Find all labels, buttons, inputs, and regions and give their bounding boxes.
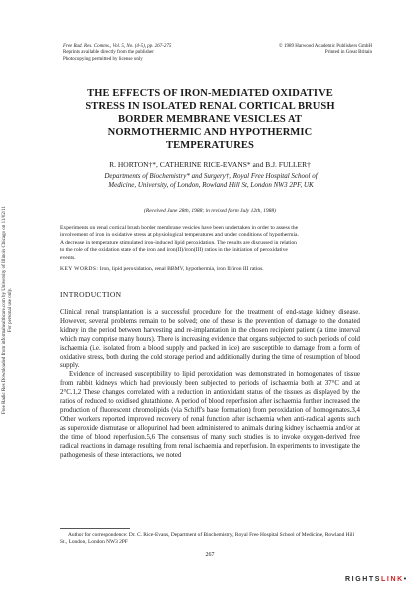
download-notice-line: For personal use only. (8, 287, 13, 333)
download-notice (2, 160, 14, 460)
logo-suffix: LINK (381, 576, 404, 583)
affiliation-line: Medicine, University, of London, Rowland Hill St, London NW3 2PF, UK (108, 181, 314, 189)
keywords (60, 266, 360, 272)
affiliation (66, 172, 356, 190)
abstract-line: A decrease in temperature stimulated iron-induced lipid peroxidation. The results are discussed in relation (60, 239, 297, 246)
journal-header-right (222, 44, 372, 57)
intro-paragraph: Clinical renal transplantation is a successful procedure for the treatment of end-stage kidney disease. However, several problems remain to be solved; one of these is the prevention of damage to the donated kidney in the period between harvesting and re-implantation in the chosen recipient patient (a time interval which may comprise many hours). There is increasing evidence that organs subjected to such periods of cold ischaemia (i.e. isolated from a blood supply and packed in ice) are susceptible to damage from a form of oxidative stress, both during the cold storage period and additionally during the time of resumption of blood supply. (60, 309, 360, 370)
abstract-line: Experiments on renal cortical brush border membrane vesicles have been undertaken in order to assess the (60, 225, 299, 231)
title-line: BORDER MEMBRANE VESICLES AT (117, 114, 303, 125)
abstract-line: involvement of iron in oxidative stress at physiological temperatures and under conditions of hypothermia. (60, 232, 299, 239)
title-line: NORMOTHERMIC AND HYPOTHERMIC (107, 127, 313, 138)
rightslink-logo[interactable] (345, 576, 408, 583)
title-line: TEMPERATURES (166, 140, 254, 151)
affiliation-line: Departments of Biochemistry* and Surgery†, Royal Free Hospital School of (104, 172, 318, 180)
download-notice-line: Free Radic Res Downloaded from informahealthcare.com by University of Illinois Chicago on 11/02/11 (2, 205, 7, 415)
title-line: THE EFFECTS OF IRON-MEDIATED OXIDATIVE (87, 88, 333, 99)
journal-citation: Free Rad. Res. Comms., Vol. 5, No. (4-5), pp. 267-275 (63, 44, 172, 49)
printed-notice: Printed in Great Britain (324, 50, 372, 56)
abstract (60, 225, 360, 262)
section-heading: INTRODUCTION (60, 290, 122, 299)
copyright-notice: © 1989 Harwood Academic Publishers GmbH (278, 44, 372, 49)
logo-mark: • (403, 576, 408, 583)
journal-header-left (63, 44, 233, 63)
photocopy-notice: Photocopying permitted by license only (63, 56, 143, 62)
title-line: STRESS IN ISOLATED RENAL CORTICAL BRUSH (85, 101, 335, 112)
abstract-line: events. (60, 254, 76, 261)
intro-paragraph: Evidence of increased susceptibility to lipid peroxidation was demonstrated in homogenates of tissue from rabbit kidneys which had previously been subjected to periods of ischaemia both at 37°C and at 2°C.1,2 These changes correlated with a reduction in antioxidant status of the tissues as displayed by the ratios of reduced to oxidised glutathione. A period of blood reperfusion after ischaemia further increased the production of fluorescent chromolipids (via Schiff's base formation) from peroxidation of homogenates.3,4 Other workers reported improved recovery of renal function after ischaemia when anti-radical agents such as superoxide dismutase or allopurinol had been administered to animals during kidney ischaemia and/or at the time of blood reperfusion.5,6 The consensus of many such studies is to invoke oxygen-derived free radical reactions in damage resulting from renal ischaemia and reperfusion. In experiments to investigate the pathogenesis of these interactions, we noted (60, 371, 360, 459)
abstract-line: to the role of the oxidation state of the iron and iron(II)/iron(III) ratios in the initiation of peroxidative (60, 247, 288, 254)
footnote-rule (60, 528, 130, 529)
keywords-list: Iron, lipid peroxidation, renal BBMV, hypothermia, iron II/iron III ratios. (99, 266, 264, 272)
keywords-label: KEY WORDS: (60, 266, 99, 272)
body-text (60, 309, 360, 460)
article-title (70, 87, 350, 152)
correspondence-footnote (60, 532, 360, 546)
author-list: R. HORTON†*, CATHERINE RICE-EVANS* and B.J. FULLER† (109, 160, 311, 169)
received-dates: (Received June 28th, 1988; in revised form July 12th, 1988) (144, 208, 276, 214)
logo-prefix: RIGHTS (345, 576, 382, 583)
page-number: 267 (205, 552, 215, 558)
footnote-text: Author for correspondence: Dr. C. Rice-Evans, Department of Biochemistry, Royal Free Hospital School of Medicine, Rowland Hill St., London, London NW3 2PF (60, 532, 355, 545)
reprints-notice: Reprints available directly from the publisher (63, 50, 154, 56)
